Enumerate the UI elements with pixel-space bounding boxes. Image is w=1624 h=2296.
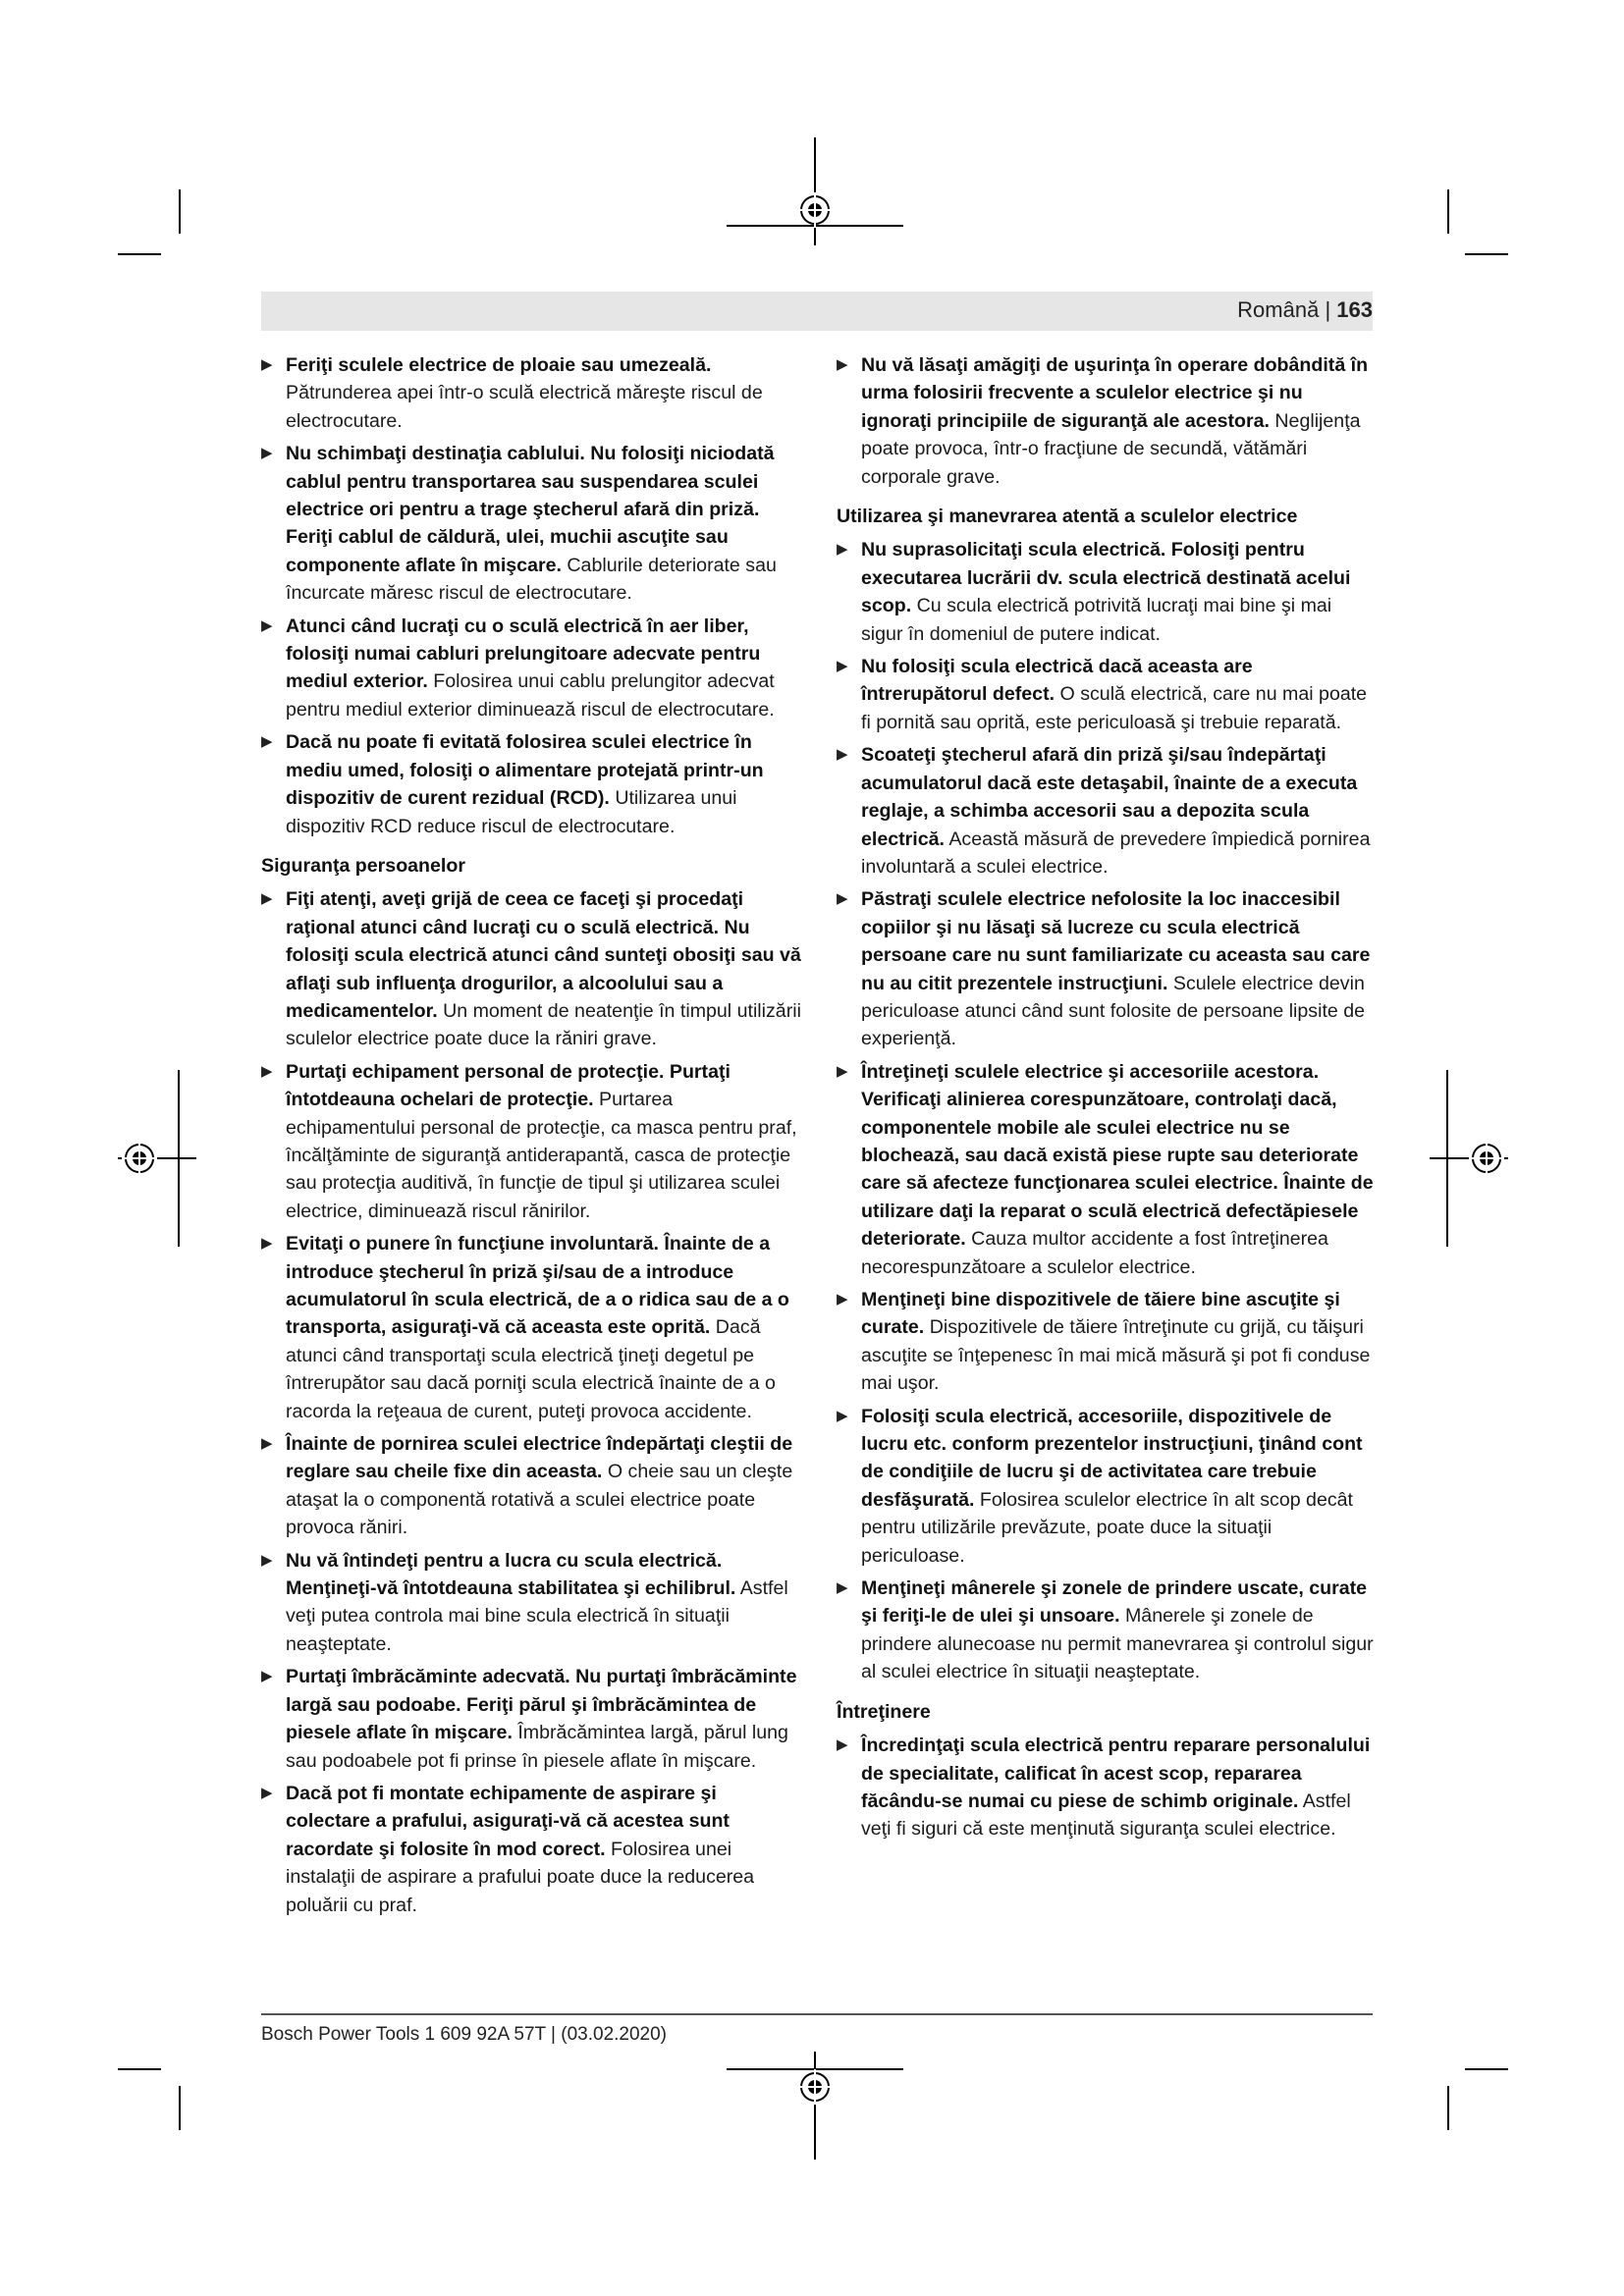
page-header — [1237, 296, 1373, 324]
instruction-text: O cheie sau un cleşte ataşat la o componentă rotativă a sculei electrice poate provoca răniri. — [286, 1461, 793, 1539]
instruction-text: Un moment de neatenţie în timpul utilizării sculelor electrice poate duce la răniri grave. — [286, 999, 801, 1050]
bullet-triangle-icon: ▶ — [837, 658, 848, 675]
list-item — [837, 1575, 1375, 1686]
bullet-triangle-icon: ▶ — [837, 1062, 848, 1080]
list-item — [837, 741, 1375, 881]
instruction-text: Folosirea unui cablu prelungitor adecvat pentru mediul exterior diminuează riscul de electrocutare. — [286, 670, 775, 721]
instruction-text: Folosirea sculelor electrice în alt scop decât pentru utilizările prevăzute, poate duce la situaţii periculoase. — [861, 1488, 1353, 1567]
instruction-bold: Întreţineţi sculele electrice şi accesoriile acestora. Verificaţi alinierea corespunzătoare, controlaţi dacă, componentele mobile ale sculei electrice nu se blochează, sau dacă există piese rupte sau deteriorate care să afecteze funcţionarea sculei electrice. Înainte de utilizare daţi la reparat o sculă electrică defectăpiesele deteriorate. — [861, 1060, 1374, 1251]
instruction-bold: Înainte de pornirea sculei electrice îndepărtaţi cleştii de reglare sau cheile fixe din aceasta. — [286, 1433, 793, 1483]
instruction-bold: Nu suprasolicitaţi scula electrică. Folosiţi pentru executarea lucrării dv. scula electrică destinată acelui scop. — [861, 539, 1351, 617]
list-item — [261, 1780, 804, 1919]
list-item — [261, 1058, 804, 1225]
instruction-text: Dacă atunci când transportaţi scula electrică ţineţi degetul pe întrerupător sau dacă porniţi scula electrică înainte de a o racorda la reţeaua de curent, puteţi provoca accidente. — [286, 1316, 776, 1422]
list-item — [261, 1230, 804, 1425]
instruction-text: Cauza multor accidente a fost întreţinerea necorespunzătoare a sculelor electrice. — [861, 1228, 1328, 1278]
instruction-bold: Purtaţi echipament personal de protecţie. Purtaţi întotdeauna ochelari de protecţie. — [286, 1060, 731, 1111]
instruction-bold: Atunci când lucraţi cu o sculă electrică în aer liber, folosiţi numai cabluri prelungitoare adecvate pentru mediul exterior. — [286, 614, 761, 693]
list-item — [261, 351, 804, 435]
crop-mark — [179, 189, 181, 234]
registration-mark-icon — [727, 2052, 903, 2160]
instruction-text: Pătrunderea apei într-o sculă electrică măreşte riscul de electrocutare. — [286, 382, 763, 432]
bullet-triangle-icon: ▶ — [837, 1407, 848, 1424]
registration-mark-icon — [727, 137, 903, 245]
bullet-triangle-icon: ▶ — [837, 356, 848, 373]
instruction-text: Cablurile deteriorate sau încurcate măresc riscul de electrocutare. — [286, 554, 777, 605]
page-number: 163 — [1336, 297, 1373, 322]
registration-mark-icon — [118, 1070, 196, 1247]
list-item — [837, 351, 1375, 491]
bullet-triangle-icon: ▶ — [261, 1062, 273, 1080]
bullet-triangle-icon: ▶ — [837, 746, 848, 764]
instruction-text: Utilizarea unui dispozitiv RCD reduce riscul de electrocutare. — [286, 787, 737, 837]
list-item — [837, 1403, 1375, 1570]
bullet-triangle-icon: ▶ — [261, 733, 273, 751]
list-item — [261, 1547, 804, 1659]
instruction-bold: Încredinţaţi scula electrică pentru reparare personalului de specialitate, calificat în acest scop, repararea făcându-se numai cu piese de schimb originale. — [861, 1735, 1371, 1812]
list-item — [837, 1058, 1375, 1281]
bullet-triangle-icon: ▶ — [261, 356, 273, 373]
crop-mark — [1465, 253, 1508, 255]
left-column — [261, 351, 804, 1924]
crop-mark — [118, 253, 161, 255]
list-item — [261, 440, 804, 607]
bullet-triangle-icon: ▶ — [837, 1579, 848, 1597]
instruction-bold: Nu folosiţi scula electrică dacă aceasta are întrerupătorul defect. — [861, 656, 1253, 706]
list-item — [261, 1430, 804, 1542]
bullet-triangle-icon: ▶ — [261, 445, 273, 462]
instruction-text: Mânerele şi zonele de prindere alunecoase nu permit manevrarea şi controlul sigur al sculei electrice în situaţii neaşteptate. — [861, 1605, 1374, 1683]
bullet-triangle-icon: ▶ — [261, 1235, 273, 1253]
header-language: Română — [1237, 297, 1320, 322]
crop-mark — [1447, 2086, 1449, 2130]
list-item — [837, 653, 1375, 736]
instruction-bold: Purtaţi îmbrăcăminte adecvată. Nu purtaţi îmbrăcăminte largă sau podoabe. Feriţi părul şi îmbrăcămintea de piesele aflate în mişcare. — [286, 1666, 797, 1744]
bullet-triangle-icon: ▶ — [261, 1435, 273, 1453]
instruction-bold: Dacă nu poate fi evitată folosirea sculei electrice în mediu umed, folosiţi o alimentare protejată printr-un dispozitiv de curent rezidual (RCD). — [286, 731, 764, 810]
header-band — [261, 292, 1373, 331]
list-item — [261, 728, 804, 840]
footer-rule — [261, 2013, 1373, 2015]
instruction-bold: Dacă pot fi montate echipamente de aspirare şi colectare a prafului, asiguraţi-vă că acestea sunt racordate şi folosite în mod corect. — [286, 1782, 730, 1860]
instruction-text: Folosirea unei instalaţii de aspirare a prafului poate duce la reducerea poluării cu praf. — [286, 1838, 755, 1916]
instruction-bold: Menţineţi bine dispozitivele de tăiere bine ascuţite şi curate. — [861, 1289, 1340, 1339]
instruction-bold: Nu vă lăsaţi amăgiţi de uşurinţa în operare dobândită în urma folosirii frecvente a sculelor electrice şi nu ignoraţi principiile de siguranţă ale acestora. — [861, 354, 1369, 432]
registration-mark-icon — [1430, 1070, 1508, 1247]
crop-mark — [1465, 2068, 1508, 2070]
bullet-triangle-icon: ▶ — [261, 1784, 273, 1801]
bullet-triangle-icon: ▶ — [837, 890, 848, 908]
bullet-triangle-icon: ▶ — [837, 1736, 848, 1754]
section-heading: Siguranţa persoanelor — [261, 854, 465, 877]
instruction-bold: Fiţi atenţi, aveţi grijă de ceea ce faceţi şi procedaţi raţional atunci când lucraţi cu o sculă electrică. Nu folosiţi scula electrică atunci când sunteţi obosiţi sau vă aflaţi sub influenţa drogurilor, a alcoolului sau a medicamentelor. — [286, 888, 801, 1022]
instruction-text: Îmbrăcămintea largă, părul lung sau podoabele pot fi prinse în piesele aflate în mişcare. — [286, 1722, 788, 1772]
bullet-triangle-icon: ▶ — [261, 616, 273, 634]
instruction-bold: Evitaţi o punere în funcţiune involuntară. Înainte de a introduce ştecherul în priză şi/sau de a introduce acumulatorul în scula electrică, de a o ridica sau de a o transporta, asiguraţi-vă că aceasta este oprită. — [286, 1233, 789, 1339]
list-item — [261, 1663, 804, 1775]
list-item — [837, 536, 1375, 648]
instruction-text: Dispozitivele de tăiere întreţinute cu grijă, cu tăişuri ascuţite se înţepenesc în mai mică măsură şi pot fi conduse mai uşor. — [861, 1316, 1371, 1395]
bullet-triangle-icon: ▶ — [837, 541, 848, 559]
instruction-bold: Scoateţi ştecherul afară din priză şi/sau îndepărtaţi acumulatorul dacă este detaşabil, înainte de a executa reglaje, a schimba accesorii sau a depozita scula electrică. — [861, 744, 1358, 850]
section-heading: Utilizarea şi manevrarea atentă a sculelor electrice — [837, 506, 1298, 528]
instruction-text: Această măsură de prevedere împiedică pornirea involuntară a sculei electrice. — [861, 828, 1371, 878]
bullet-triangle-icon: ▶ — [261, 890, 273, 908]
bullet-triangle-icon: ▶ — [837, 1291, 848, 1308]
crop-mark — [1447, 189, 1449, 234]
list-item — [837, 1732, 1375, 1843]
instruction-text: Neglijenţa poate provoca, într-o fracţiune de secundă, vătămări corporale grave. — [861, 409, 1361, 488]
bullet-triangle-icon: ▶ — [261, 1668, 273, 1685]
instruction-bold: Nu vă întindeţi pentru a lucra cu scula electrică. Menţineţi-vă întotdeauna stabilitatea şi echilibrul. — [286, 1549, 736, 1600]
list-item — [837, 1286, 1375, 1398]
bullet-triangle-icon: ▶ — [261, 1551, 273, 1569]
list-item — [261, 885, 804, 1052]
instruction-text: Astfel veţi putea controla mai bine scula electrică în situaţii neaşteptate. — [286, 1577, 788, 1655]
list-item — [261, 613, 804, 724]
instruction-bold: Nu schimbaţi destinaţia cablului. Nu folosiţi niciodată cablul pentru transportarea sau suspendarea sculei electrice ori pentru a trage ştecherul afară din priză. Feriţi cablul de căldură, ulei, muchii ascuţite sau componente aflate în mişcare. — [286, 443, 775, 576]
header-separator: | — [1325, 297, 1331, 322]
instruction-text: Cu scula electrică potrivită lucraţi mai bine şi mai sigur în domeniul de putere indicat. — [861, 595, 1332, 645]
right-column — [837, 351, 1375, 1848]
crop-mark — [179, 2086, 181, 2130]
instruction-text: Sculele electrice devin periculoase atunci când sunt folosite de persoane lipsite de experienţă. — [861, 972, 1366, 1050]
crop-mark — [118, 2068, 161, 2070]
footer-text: Bosch Power Tools 1 609 92A 57T | (03.02.2020) — [261, 2024, 668, 2045]
instruction-bold: Feriţi sculele electrice de ploaie sau umezeală. — [286, 354, 712, 376]
instruction-bold: Păstraţi sculele electrice nefolosite la loc inaccesibil copiilor şi nu lăsaţi să lucreze cu scula electrică persoane care nu sunt familiarizate cu aceasta sau care nu au citit prezentele instrucţiuni. — [861, 888, 1371, 994]
instruction-text: Purtarea echipamentului personal de protecţie, ca masca pentru praf, încălţăminte de siguranţă antiderapantă, casca de protecţie sau protecţia auditivă, în funcţie de tipul şi utilizarea sculei electrice, diminuează riscul rănirilor. — [286, 1089, 797, 1222]
list-item — [837, 885, 1375, 1052]
instruction-text: O sculă electrică, care nu mai poate fi pornită sau oprită, este periculoasă şi trebuie reparată. — [861, 683, 1368, 733]
instruction-text: Astfel veţi fi siguri că este menţinută siguranţa sculei electrice. — [861, 1789, 1351, 1841]
instruction-bold: Folosiţi scula electrică, accesoriile, dispozitivele de lucru etc. conform prezentelor instrucţiuni, ţinând cont de condiţiile de lucru şi de activitatea care trebuie desfăşurată. — [861, 1405, 1363, 1511]
section-heading: Întreţinere — [837, 1700, 931, 1723]
instruction-bold: Menţineţi mânerele şi zonele de prindere uscate, curate şi feriţi-le de ulei şi unsoare. — [861, 1577, 1368, 1628]
